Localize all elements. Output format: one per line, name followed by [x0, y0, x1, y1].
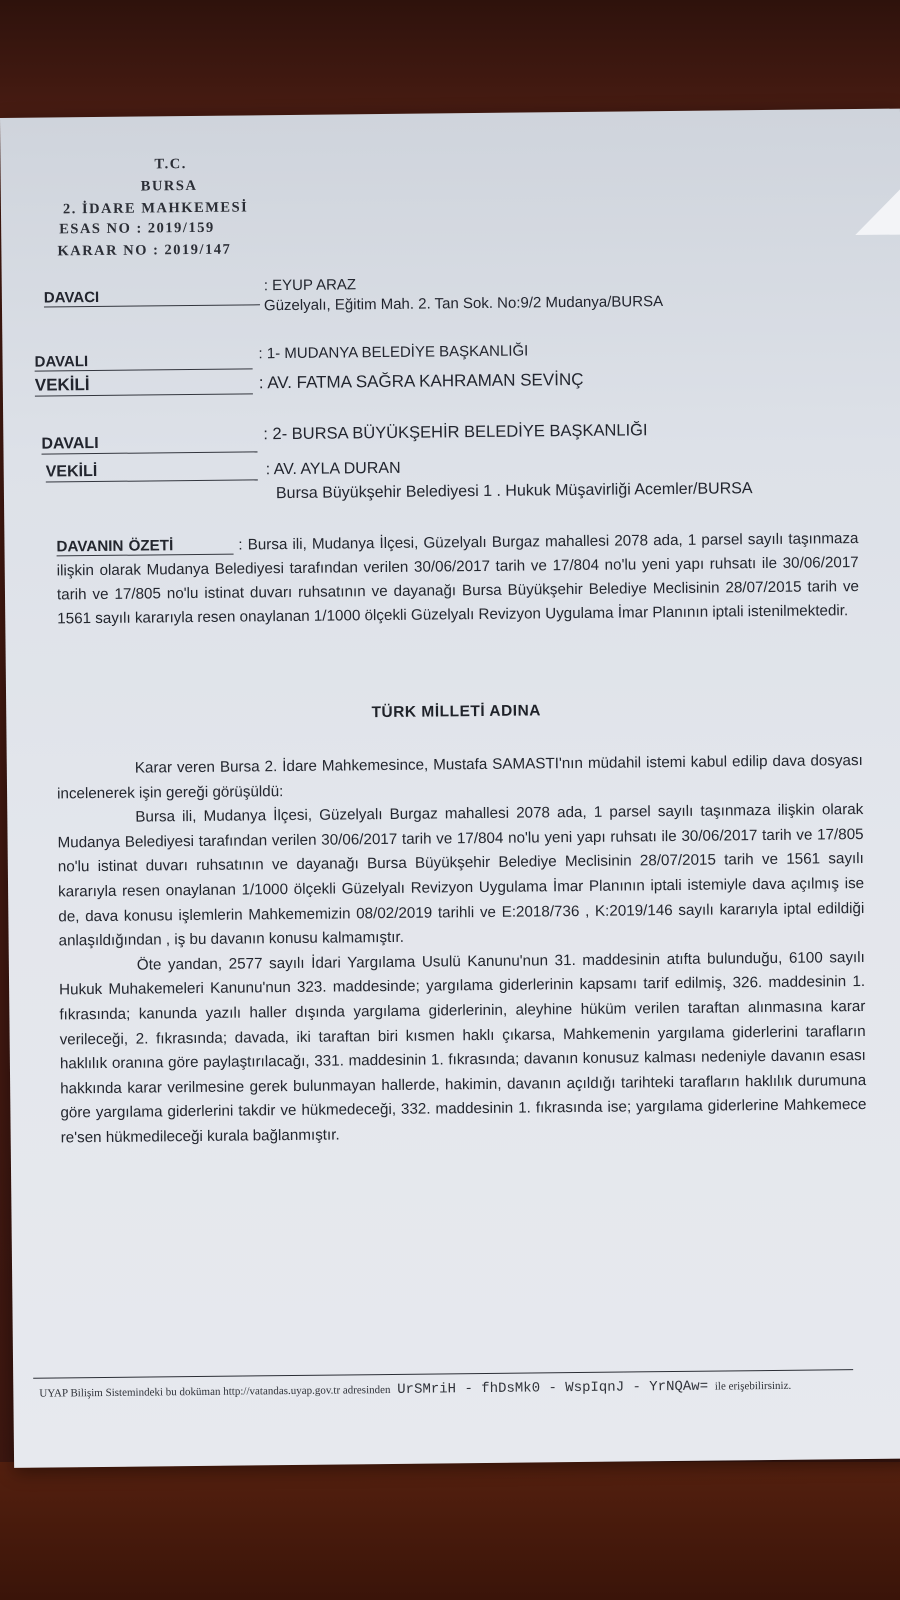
- decision-body: [57, 749, 867, 1151]
- header-city: BURSA: [140, 177, 198, 195]
- vekili-2-label: VEKİLİ: [46, 461, 258, 482]
- summary-text: : Bursa ili, Mudanya İlçesi, Güzelyalı Burgaz mahallesi 2078 ada, 1 parsel sayılı taşınmaza ilişkin olarak Mudanya Belediyesi tarafından verilen 30/06/2017 tarih ve 17/804 no'lu yeni yapı ruhsatı ile 30/06/2017 tarih ve 17/805 no'lu istinat duvarı ruhsatının ve dayanağı Bursa Büyükşehir Belediye Meclisinin 28/07/2015 tarih ve 1561 sayılı kararıyla resen onaylanan 1/1000 ölçekli Güzelyalı Revizyon Uygulama İmar Planının iptali istenilmektedir.: [56, 530, 860, 628]
- davaci-address: Güzelyalı, Eğitim Mah. 2. Tan Sok. No:9/2 Mudanya/BURSA: [263, 293, 664, 315]
- footer-prefix: UYAP Bilişim Sistemindeki bu doküman http://vatandas.uyap.gov.tr adresinden: [39, 1383, 391, 1400]
- footer-suffix: ile erişebilirsiniz.: [714, 1379, 792, 1393]
- davali-1-name: : 1- MUDANYA BELEDİYE BAŞKANLIĞI: [258, 342, 529, 363]
- davali-1-label: DAVALI: [34, 351, 252, 371]
- davaci-name: : EYUP ARAZ: [263, 276, 357, 295]
- footer-divider: [33, 1369, 853, 1379]
- davaci-label: DAVACI: [44, 287, 260, 307]
- vekili-2-address: Bursa Büyükşehir Belediyesi 1 . Hukuk Müşavirliği Acemler/BURSA: [275, 480, 753, 503]
- header-court: 2. İDARE MAHKEMESİ: [62, 199, 249, 218]
- body-paragraph-1: Karar veren Bursa 2. İdare Mahkemesince, Mustafa SAMASTI'nın müdahil istemi kabul edilip dava dosyası incelenerek işin gereği görüşüldü:: [56, 752, 863, 803]
- case-summary: [56, 527, 859, 631]
- summary-label: DAVANIN ÖZETİ: [56, 537, 233, 557]
- footer-verification-code: UrSMriH - fhDsMk0 - WspIqnJ - YrNQAw=: [397, 1378, 709, 1398]
- vekili-1-name: : AV. FATMA SAĞRA KAHRAMAN SEVİNÇ: [258, 369, 584, 393]
- davali-2-name: : 2- BURSA BÜYÜKŞEHİR BELEDİYE BAŞKANLIĞI: [263, 421, 648, 444]
- vekili-1-label: VEKİLİ: [35, 373, 253, 396]
- header-karar-no: KARAR NO : 2019/147: [57, 241, 232, 260]
- court-decision-page: [0, 109, 900, 1468]
- davali-2-label: DAVALI: [41, 433, 257, 454]
- table-surface-bottom: [0, 1462, 900, 1600]
- header-country: T.C.: [154, 156, 187, 173]
- body-paragraph-2: Bursa ili, Mudanya İlçesi, Güzelyalı Burgaz mahallesi 2078 ada, 1 parsel sayılı taşınmaza ilişkin olarak Mudanya Belediyesi tarafından verilen 30/06/2017 tarih ve 17/804 no'lu yeni yapı ruhsatı ile 30/06/2017 tarih ve 17/805 no'lu istinat duvarı ruhsatının ve dayanağı Bursa Büyükşehir Belediye Meclisinin 28/07/2015 tarih ve 1561 sayılı kararıyla resen onaylanan 1/1000 ölçekli Güzelyalı Revizyon Uygulama İmar Planının iptali istemiyle dava açılmış ise de, dava konusu işlemlerin Mahkememizin 08/02/2019 tarihli ve E:2018/736 , K:2019/146 sayılı kararıyla iptal edildiği anlaşıldığından , iş bu davanın konusu kalmamıştır.: [57, 801, 865, 950]
- vekili-2-name: : AV. AYLA DURAN: [265, 459, 401, 479]
- decision-title: TÜRK MİLLETİ ADINA: [371, 702, 542, 722]
- body-paragraph-3: Öte yandan, 2577 sayılı İdari Yargılama Usulü Kanunu'nun 31. maddesinin atıfta bulunduğu, 6100 sayılı Hukuk Muhakemeleri Kanunu'nun 323. maddesinde; yargılama giderlerinin kapsamı tarif edilmiş, 326. maddesinin 1. fıkrasında; kanunda yazılı haller dışında yargılama giderlerinin, aleyhine hüküm verilen taraftan alınmasına karar verileceği, 2. fıkrasında; davada, iki taraftan biri kısmen haklı çıkarsa, Mahkemenin yargılama giderlerini tarafların haklılık oranına göre paylaştırılacağı, 331. maddesinin 1. fıkrasında; davanın konusuz kalması nedeniyle davanın esası hakkında karar verilmesine gerek bulunmayan hallerde, hakimin, davanın açıldığı tarihteki tarafların haklılık durumuna göre yargılama giderlerini takdir ve hükmedeceği, 332. maddesinin 1. fıkrasında ise; yargılama giderlerine Mahkemece re'sen hükmedileceği kurala bağlanmıştır.: [59, 948, 867, 1147]
- uyap-footer: [39, 1377, 869, 1402]
- paper-corner-fold: [855, 189, 900, 235]
- header-esas-no: ESAS NO : 2019/159: [59, 219, 215, 238]
